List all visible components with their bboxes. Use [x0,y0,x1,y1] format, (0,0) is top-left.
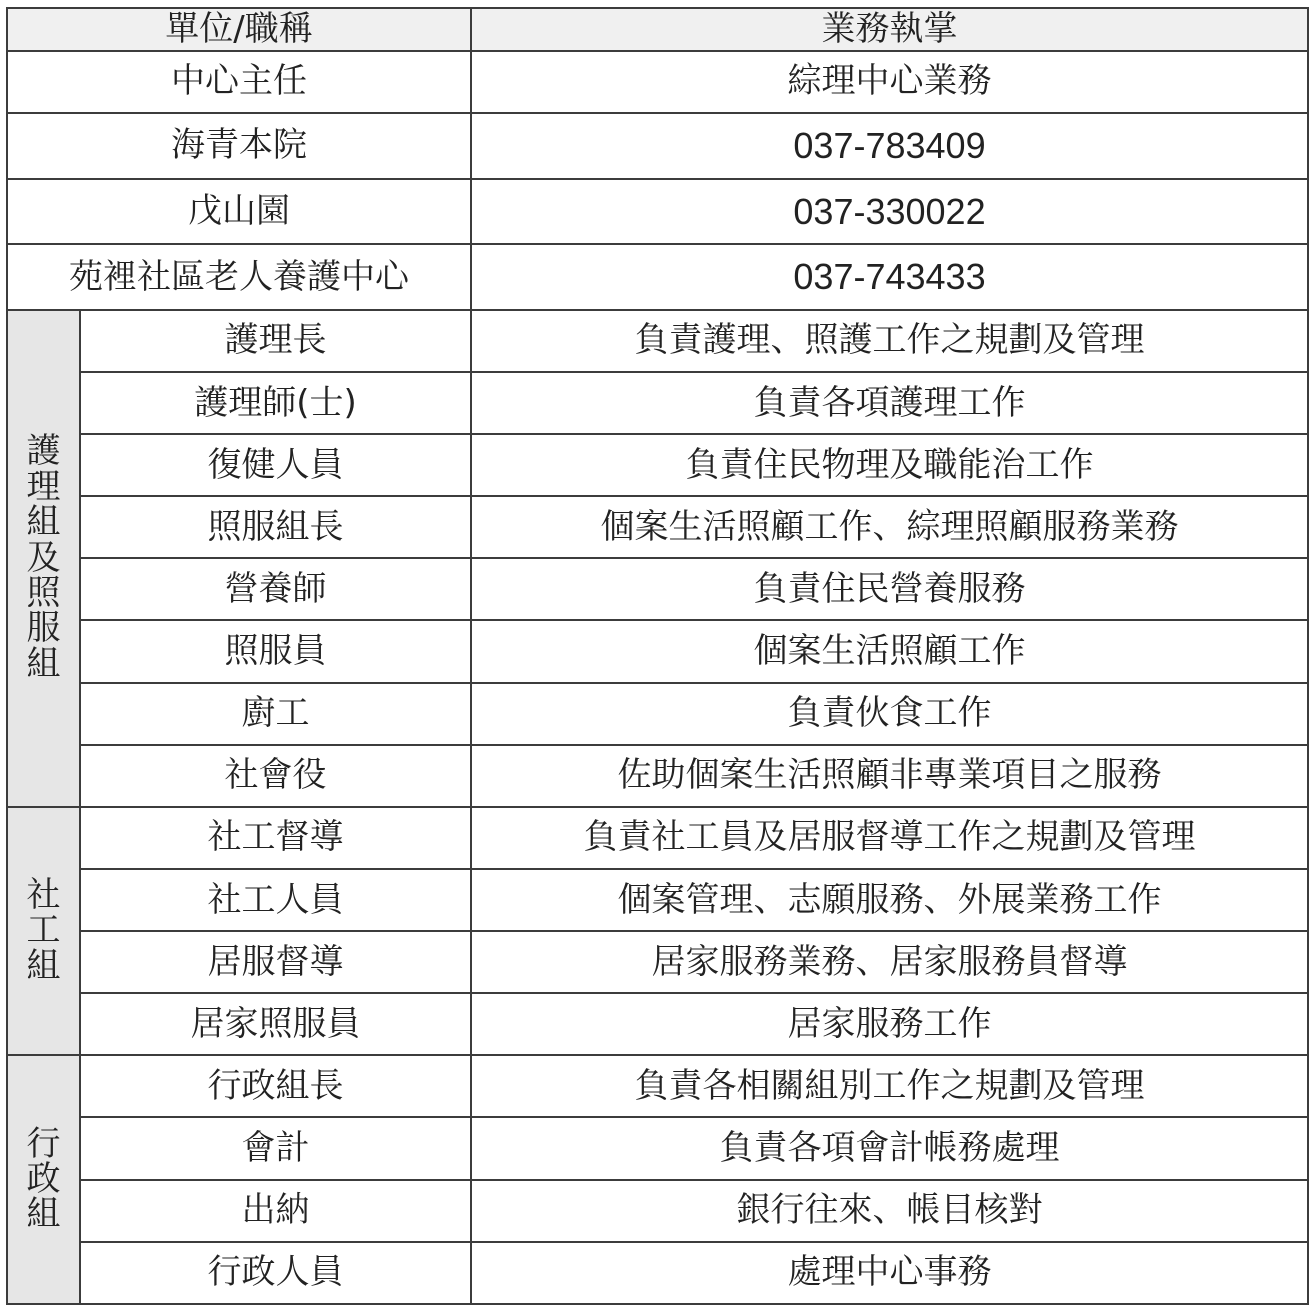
duty-cell: 居家服務業務、居家服務員督導 [471,931,1308,993]
duty-cell: 負責各項護理工作 [471,372,1308,434]
duty-cell: 負責各相關組別工作之規劃及管理 [471,1055,1308,1117]
table-row [7,51,1308,113]
group-label-nursing [7,310,80,807]
unit-cell: 中心主任 [7,51,471,113]
title-cell: 復健人員 [80,434,471,496]
duty-cell: 負責住民營養服務 [471,558,1308,620]
table-row [7,620,1308,682]
title-cell: 照服組長 [80,496,471,558]
title-cell: 行政人員 [80,1242,471,1304]
duty-table [6,7,1309,1305]
title-cell: 居服督導 [80,931,471,993]
phone-cell: 037-330022 [471,179,1308,245]
table-row [7,1117,1308,1179]
header-duty: 業務執掌 [471,8,1308,51]
duty-cell: 佐助個案生活照顧非專業項目之服務 [471,745,1308,807]
title-cell: 行政組長 [80,1055,471,1117]
table-row [7,310,1308,372]
table-row [7,1242,1308,1304]
table-row [7,1180,1308,1242]
duty-cell: 個案管理、志願服務、外展業務工作 [471,869,1308,931]
phone-cell: 037-743433 [471,244,1308,310]
duty-cell: 負責住民物理及職能治工作 [471,434,1308,496]
table-row [7,931,1308,993]
duty-cell: 個案生活照顧工作 [471,620,1308,682]
duty-cell: 居家服務工作 [471,993,1308,1055]
group-label-admin [7,1055,80,1304]
table-row [7,745,1308,807]
duty-cell: 銀行往來、帳目核對 [471,1180,1308,1242]
duty-cell: 個案生活照顧工作、綜理照顧服務業務 [471,496,1308,558]
title-cell: 護理長 [80,310,471,372]
table-row [7,1055,1308,1117]
header-unit-title: 單位/職稱 [7,8,471,51]
title-cell: 居家照服員 [80,993,471,1055]
duty-cell: 負責各項會計帳務處理 [471,1117,1308,1179]
title-cell: 社會役 [80,745,471,807]
duty-cell: 處理中心事務 [471,1242,1308,1304]
table-row [7,496,1308,558]
unit-cell: 海青本院 [7,113,471,179]
table-row [7,434,1308,496]
table-row [7,244,1308,310]
title-cell: 營養師 [80,558,471,620]
table-row [7,179,1308,245]
table-row [7,869,1308,931]
duty-cell: 負責社工員及居服督導工作之規劃及管理 [471,807,1308,869]
title-cell: 出納 [80,1180,471,1242]
group-name: 社工組 [26,874,61,986]
title-cell: 照服員 [80,620,471,682]
duty-cell: 綜理中心業務 [471,51,1308,113]
title-cell: 社工督導 [80,807,471,869]
unit-cell: 戊山園 [7,179,471,245]
title-cell: 廚工 [80,683,471,745]
title-cell: 會計 [80,1117,471,1179]
group-label-social [7,807,80,1056]
table-row [7,558,1308,620]
title-cell: 社工人員 [80,869,471,931]
title-cell: 護理師(士) [80,372,471,434]
phone-cell: 037-783409 [471,113,1308,179]
header-row [7,8,1308,51]
unit-cell: 苑裡社區老人養護中心 [7,244,471,310]
table-row [7,113,1308,179]
duty-cell: 負責護理、照護工作之規劃及管理 [471,310,1308,372]
group-name: 行政組 [26,1123,61,1235]
table-row [7,807,1308,869]
duty-cell: 負責伙食工作 [471,683,1308,745]
table-row [7,372,1308,434]
group-name: 護理組及照服組 [26,431,61,684]
table-row [7,993,1308,1055]
table-row [7,683,1308,745]
